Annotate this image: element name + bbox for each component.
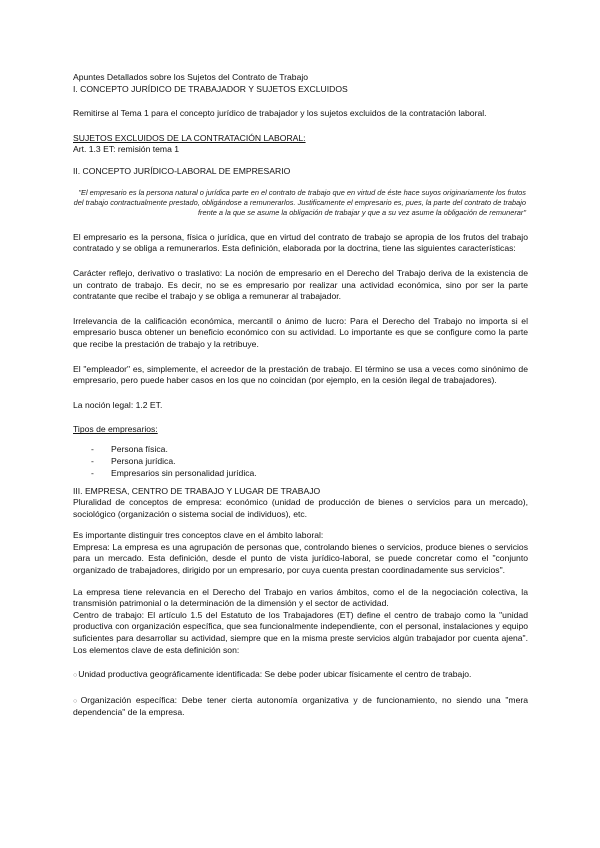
plurality-text: Pluralidad de conceptos de empresa: económico (unidad de producción de bienes o servicios para un mercado), sociológico (organización o sistema social de individuos), etc. — [73, 497, 528, 519]
characteristic-irrelevance: Irrelevancia de la calificación económica, mercantil o ánimo de lucro: Para el Derecho del Trabajo no importa si el empresario busca obtener un beneficio económico con su actividad. Lo importante es que se configure como la parte que recibe la prestación de trabajo y la retribuye. — [73, 315, 528, 349]
characteristic-reflex: Carácter reflejo, derivativo o traslativo: La noción de empresario en el Derecho del Trabajo deriva de la existencia de un contrato de trabajo. Es decir, no se es empresario por realizar una actividad económica, sino por ser la parte contratante que recibe el trabajo y se obliga a remunerar al trabajador. — [73, 267, 528, 302]
document-page — [73, 72, 528, 719]
circle-bullet-icon: ○ — [73, 697, 80, 705]
key-concepts-intro: Es importante distinguir tres conceptos clave en el ámbito laboral: — [73, 530, 324, 541]
list-item: - Persona jurídica. — [91, 456, 176, 467]
section-1-heading: I. CONCEPTO JURÍDICO DE TRABAJADOR Y SUJETOS EXCLUIDOS — [73, 83, 348, 94]
list-dash: - — [91, 468, 94, 479]
list-dash: - — [91, 456, 94, 467]
doctrinal-quote: "El empresario es la persona natural o jurídica parte en el contrato de trabajo que en virtud de éste hace suyos originariamente los frutos del trabajo contractualmente prestado, obligándose a remunerarlos. Justificamente el empresario es, pues, la parte del contrato de trabajo frente a la que se asume la obligación de trabajar y que a su vez asume la obligación de remunerar" — [73, 187, 526, 218]
types-heading: Tipos de empresarios: — [73, 424, 158, 435]
section-1-text: Remitirse al Tema 1 para el concepto jurídico de trabajador y los sujetos excluidos de la contratación laboral. — [73, 108, 487, 119]
excluded-reference: Art. 1.3 ET: remisión tema 1 — [73, 144, 180, 155]
list-dash: - — [91, 443, 94, 454]
section-2-heading: II. CONCEPTO JURÍDICO-LABORAL DE EMPRESARIO — [73, 165, 291, 176]
centro-definition: Centro de trabajo: El artículo 1.5 del Estatuto de los Trabajadores (ET) define el centro de trabajo como la "unidad productiva con organización específica, que sea funcionalmente independiente, con el personal, instalaciones y equipo suficientes para desarrollar su actividad, siempre que en la misma preste servicios algún trabajador por cuenta ajena". Los elementos clave de esta definición son: — [73, 609, 528, 655]
list-item: - Empresarios sin personalidad jurídica. — [91, 468, 257, 479]
element-specific-organization: ○Organización específica: Debe tener cierta autonomía organizativa y de funcionamiento, no siendo una "mera dependencia" de la empresa. — [73, 694, 528, 718]
section-3-heading: III. EMPRESA, CENTRO DE TRABAJO Y LUGAR DE TRABAJO — [73, 485, 321, 496]
element-productive-unit: ○Unidad productiva geográficamente identificada: Se debe poder ubicar físicamente el centro de trabajo. — [73, 669, 472, 680]
document-title: Apuntes Detallados sobre los Sujetos del Contrato de Trabajo — [73, 72, 309, 82]
excluded-heading: SUJETOS EXCLUIDOS DE LA CONTRATACIÓN LABORAL: — [73, 132, 306, 143]
empresa-definition: Empresa: La empresa es una agrupación de personas que, controlando bienes o servicios, produce bienes o servicios para un mercado. Esta definición, desde el punto de vista jurídico-laboral, se puede concretar como el "conjunto organizado de trabajadores, dirigido por un empresario, por cuya cuenta prestan coordinadamente sus servicios". — [73, 541, 528, 576]
employer-definition: El empresario es la persona, física o jurídica, que en virtud del contrato de trabajo se apropia de los frutos del trabajo contratado y se obliga a remunerarlos. Esta definición, elaborada por la doctrina, tiene las siguientes características: — [73, 231, 528, 254]
employer-types-list — [73, 443, 528, 480]
employer-note: El "empleador" es, simplemente, el acreedor de la prestación de trabajo. El término se usa a veces como sinónimo de empresario, pero puede haber casos en los que no coincidan (por ejemplo, en la cesión ilegal de trabajadores). — [73, 363, 528, 386]
circle-bullet-icon: ○ — [73, 672, 78, 680]
empresa-relevance: La empresa tiene relevancia en el Derecho del Trabajo en varios ámbitos, como el de la negociación colectiva, la transmisión patrimonial o la determinación de la dimensión y el sector de actividad. — [73, 586, 528, 609]
list-item: - Persona física. — [91, 443, 168, 454]
legal-notion: La noción legal: 1.2 ET. — [73, 399, 163, 410]
